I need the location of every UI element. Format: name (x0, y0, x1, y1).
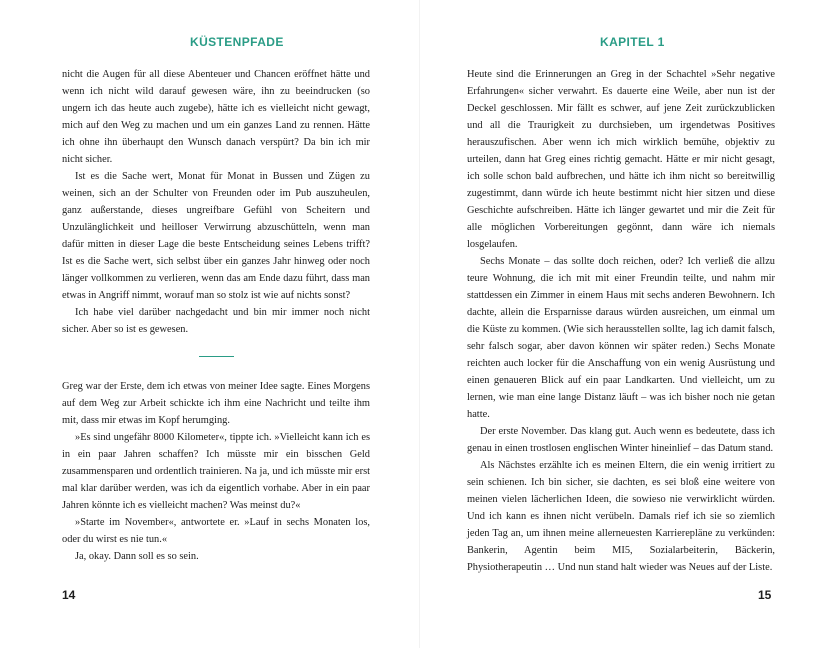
paragraph: Ich habe viel darüber nachgedacht und bin mir immer noch nicht sicher. Aber so ist es gewesen. (62, 307, 370, 335)
running-header: KAPITEL 1 (600, 35, 665, 49)
paragraph: Greg war der Erste, dem ich etwas von meiner Idee sagte. Eines Morgens auf dem Weg zur Arbeit schickte ich ihm eine Nachricht und teilte ihm mit, dass mir etwas im Kopf herumging. (62, 381, 370, 426)
body-text-top (62, 66, 370, 338)
paragraph: »Starte im November«, antwortete er. »Lauf in sechs Monaten los, oder du wirst es nie tun.« (62, 517, 370, 545)
paragraph: nicht die Augen für all diese Abenteuer und Chancen eröffnet hätte und wenn ich nicht wild darauf gewesen wäre, ihn zu beeindrucken (so ungern ich das heute auch zugebe), hätte ich es vielleicht nicht gewagt, mich auf den Weg zu machen und um ein ganzes Land zu rennen. Hätte ich ohne ihn überhaupt den Wunsch danach verspürt? Da bin ich mir nicht sicher. (62, 69, 370, 165)
left-page (0, 0, 419, 648)
body-text-bottom (62, 378, 370, 565)
paragraph: Der erste November. Das klang gut. Auch wenn es bedeutete, dass ich genau in einen trostlosen englischen Winter hineinlief – das Datum stand. (467, 426, 775, 454)
right-page (420, 0, 839, 648)
paragraph: Heute sind die Erinnerungen an Greg in der Schachtel »Sehr negative Erfahrungen« sicher verwahrt. Es dauerte eine Weile, aber nun ist der Deckel geschlossen. Mir fällt es schwer, auf jene Zeit zurückzublicken und all die Traurigkeit zu durchsieben, um irgendetwas Positives herauszufischen. Aber wenn ich mich wirklich bemühe, objektiv zu urteilen, dann hat Greg eines richtig gemacht. Hätte er mir nicht gesagt, ich solle schon bald aufbrechen, und hätte ich ihm nicht so bereitwillig zugestimmt, dann würde ich heute bestimmt nicht hier sitzen und diese Geschichte aufschreiben. Hätte ich länger gewartet und mir die Zeit für alle möglichen Vorbereitungen gegönnt, dann wäre ich niemals losgelaufen. (467, 69, 775, 250)
section-divider (199, 356, 234, 357)
paragraph: Ja, okay. Dann soll es so sein. (75, 551, 199, 562)
body-text (467, 66, 775, 576)
paragraph: »Es sind ungefähr 8000 Kilometer«, tippte ich. »Vielleicht kann ich es in ein paar Jahren schaffen? Ich müsste mir ein bisschen Geld zusammensparen und ordentlich trainieren. Na ja, und ich müsste mir erst mal klar darüber werden, was ich da eigentlich vorhabe. Aber in ein paar Jahren könnte ich es vielleicht machen? Was meinst du?« (62, 432, 370, 511)
page-number: 14 (62, 588, 76, 602)
paragraph: Als Nächstes erzählte ich es meinen Eltern, die ein wenig irritiert zu sein schienen. Ich bin sicher, sie dachten, es sei bloß eine weitere von meinen vielen lächerlichen Ideen, die sowieso nie verwirklicht würden. Und ich kann es ihnen nicht verübeln. Damals rief ich sie so ziemlich jeden Tag an, um ihnen meine allerneuesten Karrierepläne zu verkünden: Bankerin, Agentin beim MI5, Sozialarbeiterin, Bäckerin, Physiotherapeutin … Und nun stand halt wieder was Neues auf der Liste. (467, 460, 775, 573)
running-header: KÜSTENPFADE (190, 35, 284, 49)
page-number: 15 (758, 588, 772, 602)
paragraph: Sechs Monate – das sollte doch reichen, oder? Ich verließ die allzu teure Wohnung, die ich mit mit einer Freundin teilte, und nahm mir stattdessen ein Zimmer in einem Haus mit sechs anderen Bewohnern. Ich dachte, allein die Ersparnisse daraus würden ausreichen, um einmal um die Küste zu kommen. (Wie sich herausstellen sollte, lag ich damit falsch, sehr falsch sogar, aber davon können wir später reden.) Sechs Monate reichten auch locker für die Anschaffung von ein wenig Ausrüstung und einen genaueren Blick auf ein paar Landkarten. Und vielleicht, um zu lernen, wie man eine lange Distanz läuft – was ich bisher noch nie getan hatte. (467, 256, 775, 420)
paragraph: Ist es die Sache wert, Monat für Monat in Bussen und Zügen zu weinen, sich an der Schulter von Freunden oder im Pub auszuheulen, ganz außerstande, dieses ungreifbare Gefühl von Scheitern und Unzulänglichkeit und heilloser Verwirrung abzuschütteln, wenn man dafür mitten in dieser Lage die beste Entscheidung seines Lebens trifft? Ist es die Sache wert, sich selbst über ein ganzes Jahr hinweg oder noch länger vollkommen zu verlieren, wenn das am Ende dazu führt, dass man etwas in Angriff nimmt, worauf man so stolz ist wie auf nichts sonst? (62, 171, 370, 301)
